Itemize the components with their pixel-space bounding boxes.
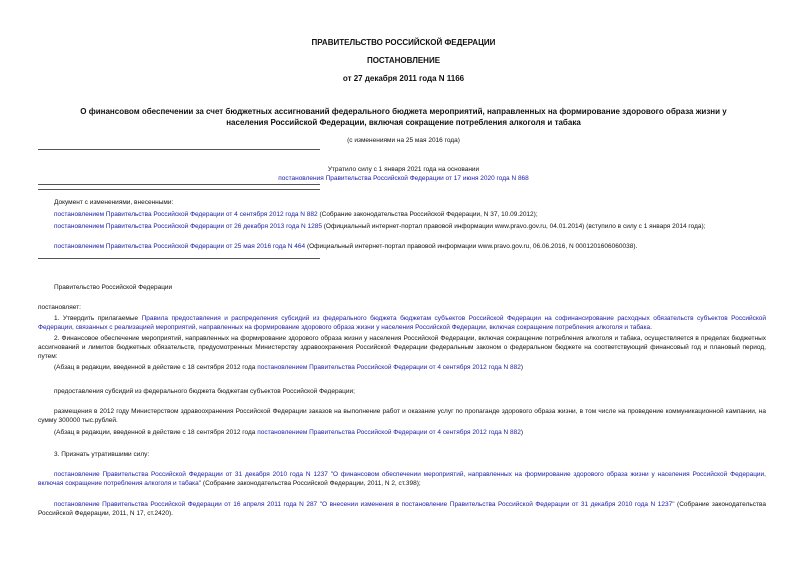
status-link[interactable]: постановления Правительства Российской Федерации от 17 июня 2020 года N 868	[278, 175, 529, 182]
amendments-intro: Документ с изменениями, внесенными:	[54, 199, 174, 206]
paragraph-text: )	[520, 429, 524, 436]
divider	[38, 149, 320, 150]
divider	[38, 184, 320, 185]
paragraph-text: .	[650, 324, 652, 331]
amendment-item	[54, 210, 766, 219]
edition-link[interactable]: постановлением Правительства Российской Федерации от 4 сентября 2012 года N 882	[257, 364, 521, 371]
paragraph-3a	[38, 470, 766, 488]
doc-type-heading: ПОСТАНОВЛЕНИЕ	[366, 56, 441, 65]
paragraph-2: 2. Финансовое обеспечение мероприятий, направленных на формирование здорового образа жизни у населения Российской Федерации, включая сокращение потребления алкоголя и табака, осуществляется в пределах бюджетных ассигнований и лимитов бюджетных обязательств, предусмотренных Министерству здравоохранения Российской Федерации федеральным законом о федеральном бюджете на соответствующий финансовый год и плановый период, путем:	[38, 335, 766, 360]
edition-link[interactable]: постановлением Правительства Российской Федерации от 4 сентября 2012 года N 882	[257, 429, 521, 436]
rules-link[interactable]: Правила предоставления и распределения субсидий из федерального бюджета бюджетам субъектов Российской Федерации на софинансирование расходных обязательств субъектов Российской Федерации, связанных с реализацией мероприятий, направленных на формирование здорового образа жизни у населения Российской Федерации, включая сокращение потребления алкоголя и табака	[38, 315, 766, 331]
paragraph-text: (Собрание законодательства Российской Федерации, 2011, N 2, ст.398);	[201, 480, 421, 487]
paragraph-text: (Абзац в редакции, введенной в действие с 18 сентября 2012 года	[54, 364, 258, 371]
amendment-text: (Собрание законодательства Российской Федерации, N 37, 10.09.2012);	[317, 211, 538, 218]
paragraph-text: )	[520, 364, 524, 371]
amendment-link[interactable]: постановлением Правительства Российской Федерации от 26 декабря 2013 года N 1285	[54, 223, 322, 230]
edition-note: (с изменениями на 25 мая 2016 года)	[347, 137, 460, 144]
paragraph-2b: размещения в 2012 году Министерством здравоохранения Российской Федерации заказов на выполнение работ и оказание услуг по пропаганде здорового образа жизни, в том числе на проведение коммуникационной кампании, на сумму 300000 тыс.рублей.	[38, 408, 766, 424]
amendment-link[interactable]: постановлением Правительства Российской Федерации от 4 сентября 2012 года N 882	[54, 211, 318, 218]
body-decides: постановляет:	[38, 304, 81, 311]
paragraph-1	[38, 314, 766, 332]
org-heading: ПРАВИТЕЛЬСТВО РОССИЙСКОЙ ФЕДЕРАЦИИ	[311, 38, 496, 47]
paragraph-text: (Абзац в редакции, введенной в действие с 18 сентября 2012 года	[54, 429, 258, 436]
amendment-item	[38, 222, 766, 231]
amendment-link[interactable]: постановлением Правительства Российской Федерации от 25 мая 2016 года N 464	[54, 243, 306, 250]
date-number-heading: от 27 декабря 2011 года N 1166	[342, 74, 465, 83]
paragraph-text: 1. Утвердить прилагаемые	[54, 315, 142, 322]
paragraph-3b	[38, 500, 766, 518]
amendment-text: (Официальный интернет-портал правовой информации www.pravo.gov.ru, 04.01.2014) (вступило в силу с 1 января 2014 года);	[321, 223, 706, 230]
edition-note-1	[54, 363, 766, 372]
paragraph-text: (Собрание законодательства Российской Федерации, 2011, N 17, ст.2420).	[38, 501, 766, 517]
body-gov: Правительство Российской Федерации	[54, 284, 173, 291]
divider	[38, 258, 320, 259]
paragraph-2a: предоставления субсидий из федерального бюджета бюджетам субъектов Российской Федерации;	[54, 388, 355, 395]
repealed-link[interactable]: постановление Правительства Российской Федерации от 16 апреля 2011 года N 287 "О внесении изменения в постановление Правительства Российской Федерации от 31 декабря 2010 года N 1237"	[54, 501, 675, 508]
amendment-text: (Официальный интернет-портал правовой информации www.pravo.gov.ru, 06.06.2016, N 0001201606060038).	[305, 243, 638, 250]
repealed-link[interactable]: постановление Правительства Российской Федерации от 31 декабря 2010 года N 1237 "О финансовом обеспечении мероприятий, направленных на формирование здорового образа жизни у населения Российской Федерации, включая сокращение потребления алкоголя и табака"	[38, 471, 766, 487]
document-title: О финансовом обеспечении за счет бюджетных ассигнований федерального бюджета мероприятий, направленных на формирование здорового образа жизни у населения Российской Федерации, включая сокращение потребления алкоголя и табака	[80, 107, 727, 127]
paragraph-3: 3. Признать утратившими силу:	[54, 451, 150, 458]
amendment-item	[54, 242, 766, 251]
divider	[38, 189, 320, 190]
edition-note-2	[54, 428, 766, 437]
status-line: Утратило силу с 1 января 2021 года на основании	[327, 166, 480, 173]
